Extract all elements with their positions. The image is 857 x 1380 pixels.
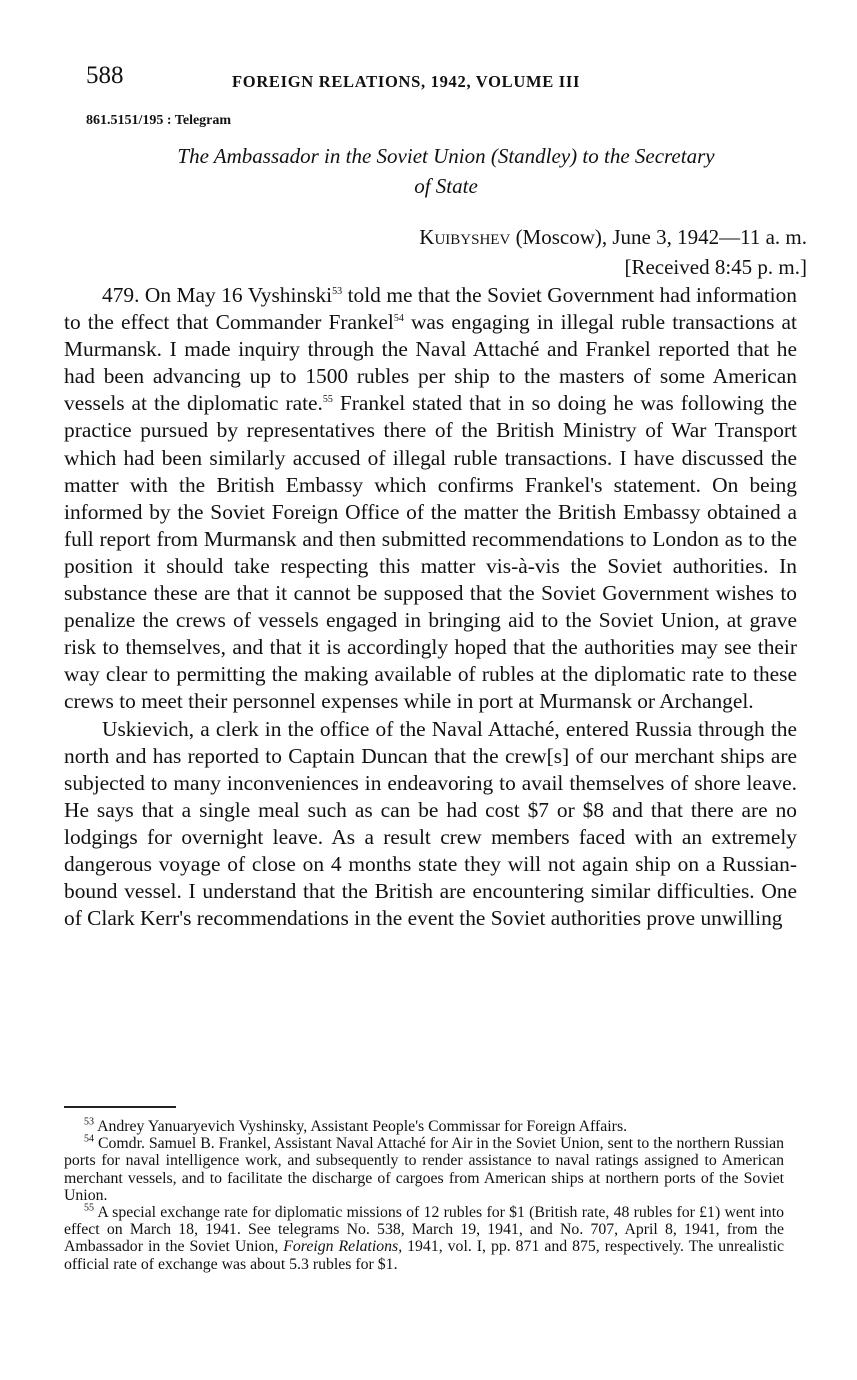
telegram-body	[64, 282, 797, 932]
footnote-55-text-b: , 1941, vol. I, pp. 871 and 875, respectively. The unrealistic official rate of exchange was about 5.3 rubles for $1.	[64, 1238, 784, 1273]
footnote-ref-53[interactable]: 53	[332, 285, 343, 297]
footnote-54-text: Comdr. Samuel B. Frankel, Assistant Naval Attaché for Air in the Soviet Union, sent to the northern Russian ports for naval intelligence work, and subsequently to render assistance to naval ratings assigned to American merchant vessels, and to facilitate the discharge of cargoes from American ships at northern ports of the Soviet Union.	[64, 1135, 784, 1204]
place-date	[419, 222, 807, 252]
paragraph-1-part-d: Frankel stated that in so doing he was following the practice pursued by representatives there of the British Ministry of War Transport which had been similarly accused of illegal ruble transactions. I have discussed the matter with the British Embassy which confirms Frankel's statement. On being informed by the Soviet Foreign Office of the matter the British Embassy obtained a full report from Murmansk and then submitted recommendations to London as to the position it should take respecting this matter vis-à-vis the Soviet authorities. In substance these are that it cannot be supposed that the Soviet Government wishes to penalize the crews of vessels engaged in bringing aid to the Soviet Union, at grave risk to themselves, and that it is accordingly hoped that the authorities may see their way clear to permitting the making available of rubles at the diplomatic rate to these crews to meet their personnel expenses while in port at Murmansk or Archangel.	[64, 391, 797, 714]
document-title-line-1: The Ambassador in the Soviet Union (Standley) to the Secretary	[177, 144, 715, 168]
document-title	[86, 141, 806, 201]
page-number: 588	[86, 62, 124, 89]
paragraph-1-part-b: told me that the Soviet Government had information to the effect that Commander Frankel	[64, 283, 797, 335]
footnote-54	[64, 1135, 784, 1204]
document-reference: 861.5151/195 : Telegram	[86, 113, 232, 128]
running-title: FOREIGN RELATIONS, 1942, VOLUME III	[232, 72, 581, 91]
paragraph-1-part-c: was engaging in illegal ruble transactions at Murmansk. I made inquiry through the Naval Attaché and Frankel reported that he had been advancing up to 1500 rubles per ship to the masters of some American vessels at the diplomatic rate.	[64, 310, 797, 416]
dateline	[419, 222, 807, 282]
footnote-ref-54[interactable]: 54	[393, 312, 404, 324]
footnote-55-text-a: A special exchange rate for diplomatic missions of 12 rubles for $1 (British rate, 48 rubles for £1) went into effect on March 18, 1941. See telegrams No. 538, March 19, 1941, and No. 707, April 8, 1941, from the Ambassador in the Soviet Union,	[64, 1204, 784, 1256]
footnote-53-text: Andrey Yanuaryevich Vyshinsky, Assistant People's Commissar for Foreign Affairs.	[94, 1118, 628, 1135]
paragraph-1	[64, 282, 797, 716]
footnote-55-mark: 55	[84, 1202, 94, 1214]
place-name: Kuibyshev	[419, 225, 511, 249]
footnote-54-mark: 54	[84, 1133, 94, 1145]
footnote-53	[64, 1118, 784, 1135]
paragraph-1-part-a: 479. On May 16 Vyshinski	[102, 283, 333, 307]
footnote-divider	[64, 1106, 176, 1109]
date-time: (Moscow), June 3, 1942—11 a. m.	[510, 225, 807, 249]
received-note: [Received 8:45 p. m.]	[624, 255, 807, 279]
footnote-55	[64, 1204, 784, 1273]
running-header	[86, 62, 786, 102]
footnote-ref-55[interactable]: 55	[322, 394, 333, 406]
footnote-53-mark: 53	[84, 1116, 94, 1128]
document-title-line-2: of State	[414, 174, 478, 198]
footnote-55-italic-title: Foreign Relations	[283, 1238, 399, 1256]
paragraph-2: Uskievich, a clerk in the office of the Naval Attaché, entered Russia through the north and has reported to Captain Duncan that the crew[s] of our merchant ships are subjected to many inconveniences in endeavoring to avail themselves of shore leave. He says that a single meal such as can be had cost $7 or $8 and that there are no lodgings for overnight leave. As a result crew members faced with an extremely dangerous voyage of close on 4 months state they will not again ship on a Russian-bound vessel. I understand that the British are encountering similar difficulties. One of Clark Kerr's recommendations in the event the Soviet authorities prove unwilling	[64, 716, 797, 931]
footnotes	[64, 1118, 784, 1273]
